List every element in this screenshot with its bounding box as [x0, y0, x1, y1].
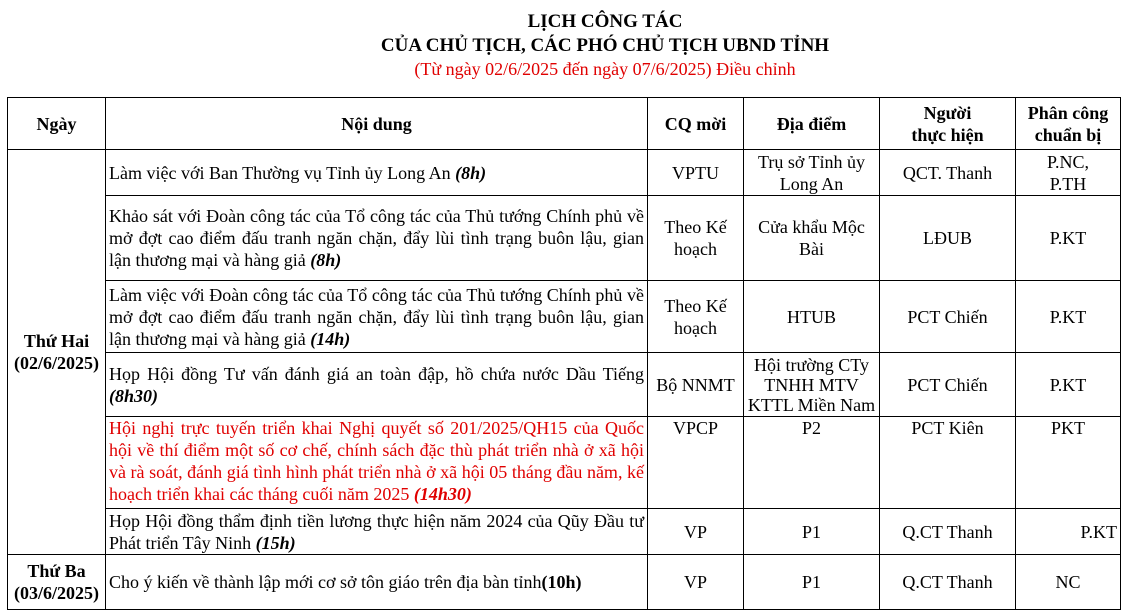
prep-cell: NC: [1016, 555, 1121, 610]
location-cell: Trụ sở Tỉnh ủy Long An: [744, 150, 880, 196]
agency-cell: VP: [648, 509, 744, 555]
document-subtitle: CỦA CHỦ TỊCH, CÁC PHÓ CHỦ TỊCH UBND TỈNH: [380, 35, 830, 56]
content-cell: Họp Hội đồng thẩm định tiền lương thực hiện năm 2024 của Qũy Đầu tư Phát triển Tây Ninh (15h): [106, 509, 648, 555]
content-cell: Hội nghị trực tuyến triển khai Nghị quyết số 201/2025/QH15 của Quốc hội về thí điểm một số cơ chế, chính sách đặc thù phát triển nhà ở xã hội và rà soát, đánh giá tình hình phát triển nhà ở xã hội 05 tháng đầu năm, kế hoạch triển khai các tháng cuối năm 2025 (14h30): [106, 417, 648, 509]
col-header-content: Nội dung: [106, 98, 648, 150]
agency-cell: VPTU: [648, 150, 744, 196]
person-cell: QCT. Thanh: [880, 150, 1016, 196]
col-header-person: Người thực hiện: [880, 98, 1016, 150]
content-cell: Làm việc với Ban Thường vụ Tỉnh ủy Long An (8h): [106, 150, 648, 196]
location-cell: P2: [744, 417, 880, 509]
table-header-row: [8, 98, 1121, 150]
person-cell: LĐUB: [880, 196, 1016, 281]
agency-cell: Theo Kế hoạch: [648, 281, 744, 353]
col-header-day: Ngày: [8, 98, 106, 150]
table-row: [8, 417, 1121, 509]
location-cell: P1: [744, 555, 880, 610]
location-cell: P1: [744, 509, 880, 555]
col-header-location: Địa điểm: [744, 98, 880, 150]
person-cell: Q.CT Thanh: [880, 509, 1016, 555]
day-cell-tuesday: Thứ Ba (03/6/2025): [8, 555, 106, 610]
content-cell: Họp Hội đồng Tư vấn đánh giá an toàn đập, hồ chứa nước Dầu Tiếng (8h30): [106, 353, 648, 417]
document-header: [0, 10, 1122, 81]
prep-cell: PKT: [1016, 417, 1121, 509]
document-title: LỊCH CÔNG TÁC: [527, 11, 683, 32]
person-cell: PCT Chiến: [880, 353, 1016, 417]
prep-cell: P.KT: [1016, 281, 1121, 353]
person-cell: PCT Chiến: [880, 281, 1016, 353]
document-period: (Từ ngày 02/6/2025 đến ngày 07/6/2025) Điều chỉnh: [414, 59, 796, 79]
agency-cell: VPCP: [648, 417, 744, 509]
prep-cell: P.KT: [1016, 509, 1121, 555]
content-cell: Khảo sát với Đoàn công tác của Tổ công tác của Thủ tướng Chính phủ về mở đợt cao điểm đấu tranh ngăn chặn, đẩy lùi tình trạng buôn lậu, gian lận thương mại và hàng giả (8h): [106, 196, 648, 281]
agency-cell: Theo Kế hoạch: [648, 196, 744, 281]
table-row: [8, 509, 1121, 555]
schedule-table: [7, 97, 1121, 610]
prep-cell: P.KT: [1016, 353, 1121, 417]
col-header-prep: Phân công chuẩn bị: [1016, 98, 1121, 150]
agency-cell: VP: [648, 555, 744, 610]
table-row: [8, 281, 1121, 353]
location-cell: Hội trường CTy TNHH MTV KTTL Miền Nam: [744, 353, 880, 417]
location-cell: HTUB: [744, 281, 880, 353]
agency-cell: Bộ NNMT: [648, 353, 744, 417]
person-cell: PCT Kiên: [880, 417, 1016, 509]
table-row: [8, 353, 1121, 417]
table-row: [8, 150, 1121, 196]
prep-cell: P.KT: [1016, 196, 1121, 281]
day-cell-monday: Thứ Hai (02/6/2025): [8, 150, 106, 555]
person-cell: Q.CT Thanh: [880, 555, 1016, 610]
location-cell: Cửa khẩu Mộc Bài: [744, 196, 880, 281]
col-header-agency: CQ mời: [648, 98, 744, 150]
content-cell: Làm việc với Đoàn công tác của Tổ công tác của Thủ tướng Chính phủ về mở đợt cao điểm đấu tranh ngăn chặn, đẩy lùi tình trạng buôn lậu, gian lận thương mại và hàng giả (14h): [106, 281, 648, 353]
content-cell: Cho ý kiến về thành lập mới cơ sở tôn giáo trên địa bàn tỉnh(10h): [106, 555, 648, 610]
table-row: [8, 196, 1121, 281]
prep-cell: P.NC, P.TH: [1016, 150, 1121, 196]
table-row: [8, 555, 1121, 610]
